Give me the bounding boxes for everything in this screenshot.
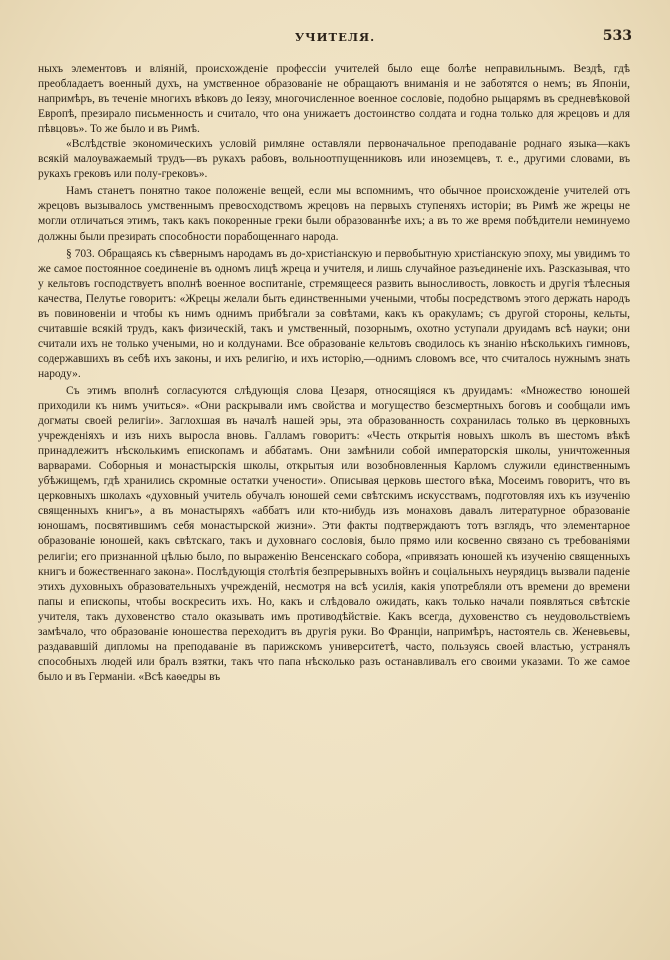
- paragraph-caesar: Съ этимъ вполнѣ согласуются слѣдующія слова Цезаря, относящіяся къ друидамъ: «Множество юношей приходили къ нимъ учиться». «Они раскрывали имъ свойства и могущество безсмертныхъ боговъ и сообщали имъ догматы своей религіи». Заглохшая въ началѣ нашей эры, эта образованность сохранилась только въ церковныхъ учрежденіяхъ и изъ нихъ выросла вновь. Галламъ говоритъ: «Честь открытія новыхъ школъ въ шестомъ вѣкѣ принадлежитъ нѣсколькимъ епископамъ и аббатамъ. Они замѣнили собой императорскія школы, уничтоженныя варварами. Соборныя и монастырскія школы, открытыя или возобновленныя Карломъ служили единственнымъ убѣжищемъ, гдѣ хранились скромные остатки учености». Описывая церковь шестого вѣка, Мосеимъ говоритъ, что въ церковныхъ школахъ «духовный учитель обучалъ юношей семи свѣтскимъ искусствамъ, подготовляя ихъ къ изученію священныхъ книгъ», а въ монастыряхъ «аббатъ или кто-нибудь изъ монаховъ давалъ литературное образованіе юношамъ, посвятившимъ себя монастырской жизни». Эти факты подтверждаютъ тотъ взглядъ, что элементарное образованіе юношей, какъ свѣтскаго, такъ и духовнаго сословія, было прямо или косвенно связано съ требованіями религіи; его признанной цѣлью было, по выраженію Венсенскаго собора, «привязать юношей къ изученію священныхъ книгъ и божественнаго закона». Послѣдующія столѣтія безпрерывныхъ войнъ и соціальныхъ неурядицъ вызвали паденіе этихъ духовныхъ образовательныхъ учрежденій, несмотря на всѣ усилія, какія употребляли отъ времени до времени папы и епископы, чтобы воскресить ихъ. Но, какъ и слѣдовало ожидать, какъ только начали появляться свѣтскіе учителя, такъ духовенство стало оказывать имъ противодѣйствіе. Какъ всегда, духовенство съ неудовольствіемъ замѣчало, что образованіе юношества переходитъ въ другія руки. Во Франціи, напримѣръ, настоятель св. Женевьевы, раздававшій дипломы на преподаваніе въ парижскомъ университетѣ, часто, пользуясь своей властью, устранялъ способныхъ людей или бралъ взятки, такъ что папа нѣсколько разъ останавливалъ его своими указами. То же самое было и въ Германіи. «Всѣ каѳедры въ: [38, 384, 630, 683]
- paragraph-quote-rome: «Вслѣдствіе экономическихъ условій римляне оставляли первоначальное преподаваніе роднаго языка—какъ всякій малоуважаемый трудъ—въ рукахъ рабовъ, вольноотпущенниковъ или иноземцевъ, т. е., другими словами, въ рукахъ грековъ или полу-грековъ».: [38, 138, 630, 181]
- running-title: УЧИТЕЛЯ.: [294, 30, 376, 44]
- paragraph-continued: ныхъ элементовъ и вліяній, происхожденіе профессіи учителей было еще болѣе неправильнымъ. Вездѣ, гдѣ преобладаетъ военный духъ, на умственное образованіе не обращаютъ вниманія и не заботятся о немъ; въ Японіи, напримѣръ, въ теченіе многихъ вѣковъ до Іеязу, многочисленное военное сословіе, подобно рыцарямъ въ средневѣковой Европѣ, презирало письменность и считало, что она унижаетъ достоинство солдата и годна только для жрецовъ и для пѣвцовъ». То же было и въ Римѣ.: [38, 63, 630, 136]
- page-header: [38, 30, 632, 52]
- page-number: 533: [602, 28, 632, 44]
- paragraph-section-703: § 703. Обращаясь къ сѣвернымъ народамъ въ до-христіанскую и первобытную христіанскую эпоху, мы увидимъ то же самое постоянное соединеніе въ одномъ лицѣ жреца и учителя, и лишь случайное разъединеніе ихъ. Разсказывая, что у кельтовъ господствуетъ вполнѣ военное воспитаніе, стремящееся развить выносливость, ловкость и другія тѣлесныя качества, Пелутье говоритъ: «Жрецы желали быть единственными учеными, чтобы посредствомъ этого держать народъ въ повиновеніи и чтобы къ нимъ однимъ прибѣгали за совѣтами, какъ къ оракуламъ; съ другой стороны, кельты, считавшіе всякій трудъ, какъ физическій, такъ и умственный, позорнымъ, охотно уступали друидамъ всѣ науки; они считали ихъ не только учеными, но и колдунами. Все образованіе кельтовъ сводилось къ знанію нѣсколькихъ гимновъ, содержавшихъ въ себѣ ихъ законы, и ихъ религію, и ихъ исторію,—однимъ словомъ все, что считалось нужнымъ знать народу».: [38, 247, 630, 380]
- page-body: [38, 62, 630, 685]
- paragraph-priests: Намъ станетъ понятно такое положеніе вещей, если мы вспомнимъ, что обычное происхожденіе учителей отъ жрецовъ вызывалось умственнымъ превосходствомъ жрецовъ на первыхъ ступеняхъ исторіи; въ Римѣ же жрецы не могли отличаться этимъ, такъ какъ покоренные греки были образованнѣе ихъ; а въ то же время побѣдители неминуемо должны были презирать способности порабощеннаго народа.: [38, 185, 630, 243]
